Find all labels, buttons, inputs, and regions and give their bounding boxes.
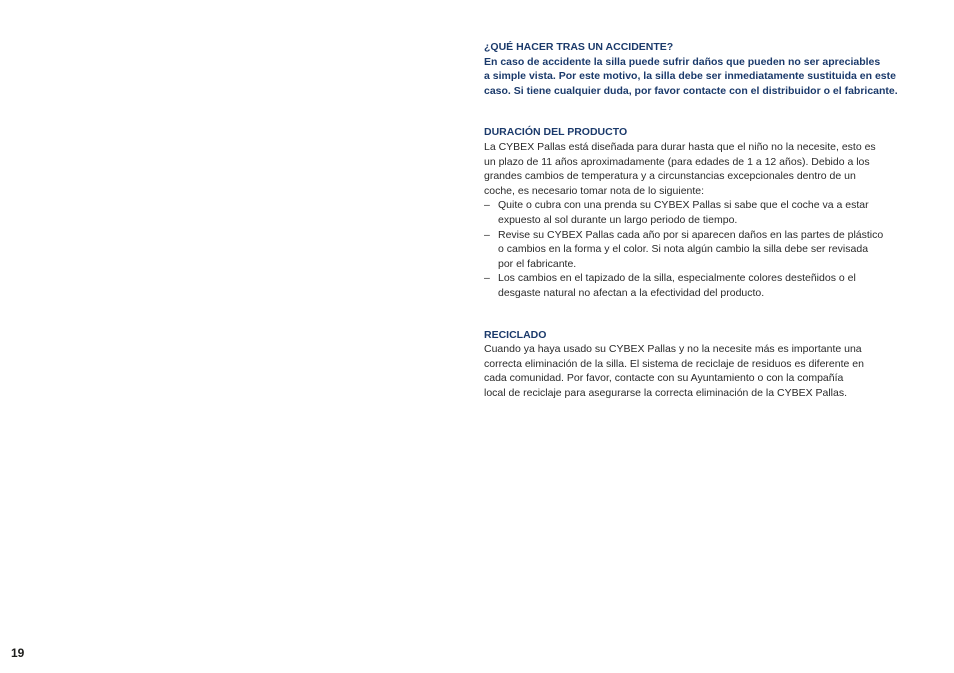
bullet-text-line: por el fabricante. bbox=[498, 257, 577, 270]
duration-bullet-item bbox=[484, 198, 924, 227]
recycling-text-line: correcta eliminación de la silla. El sistema de reciclaje de residuos es diferente en bbox=[484, 357, 864, 370]
accident-section bbox=[484, 40, 924, 98]
bullet-text-line: desgaste natural no afectan a la efectividad del producto. bbox=[498, 286, 765, 299]
accident-text-line: a simple vista. Por este motivo, la silla debe ser inmediatamente sustituida en este bbox=[484, 70, 896, 83]
recycling-section bbox=[484, 328, 924, 401]
page-number: 19 bbox=[11, 646, 25, 660]
accident-text-line: caso. Si tiene cualquier duda, por favor contacte con el distribuidor o el fabricante. bbox=[484, 84, 898, 97]
bullet-text-line: Los cambios en el tapizado de la silla, especialmente colores desteñidos o el bbox=[498, 272, 856, 285]
recycling-text-line: Cuando ya haya usado su CYBEX Pallas y no la necesite más es importante una bbox=[484, 343, 862, 356]
duration-text-line: un plazo de 11 años aproximadamente (para edades de 1 a 12 años). Debido a los bbox=[484, 155, 870, 168]
recycling-heading: RECICLADO bbox=[484, 328, 547, 341]
accident-heading: ¿QUÉ HACER TRAS UN ACCIDENTE? bbox=[484, 41, 674, 53]
section-spacer bbox=[484, 301, 924, 328]
duration-text-line: coche, es necesario tomar nota de lo siguiente: bbox=[484, 184, 705, 197]
bullet-text-line: o cambios en la forma y el color. Si nota algún cambio la silla debe ser revisada bbox=[498, 243, 869, 256]
bullet-text-line: Quite o cubra con una prenda su CYBEX Pallas si sabe que el coche va a estar bbox=[498, 199, 869, 212]
duration-bullet-item bbox=[484, 271, 924, 300]
duration-text-line: La CYBEX Pallas está diseñada para durar hasta que el niño no la necesite, esto es bbox=[484, 140, 876, 153]
content-column bbox=[484, 40, 924, 400]
recycling-text-line: local de reciclaje para asegurarse la correcta eliminación de la CYBEX Pallas. bbox=[484, 386, 848, 399]
accident-text-line: En caso de accidente la silla puede sufrir daños que pueden no ser apreciables bbox=[484, 55, 881, 68]
duration-section bbox=[484, 125, 924, 300]
duration-heading: DURACIÓN DEL PRODUCTO bbox=[484, 126, 628, 139]
bullet-text-line: Revise su CYBEX Pallas cada año por si aparecen daños en las partes de plástico bbox=[498, 228, 884, 241]
section-spacer bbox=[484, 98, 924, 125]
duration-bullet-item bbox=[484, 228, 924, 272]
bullet-dash: – bbox=[484, 199, 490, 212]
bullet-text-line: expuesto al sol durante un largo periodo de tiempo. bbox=[498, 213, 738, 226]
bullet-dash: – bbox=[484, 272, 490, 285]
bullet-dash: – bbox=[484, 228, 490, 241]
duration-text-line: grandes cambios de temperatura y a circunstancias excepcionales dentro de un bbox=[484, 170, 856, 183]
recycling-text-line: cada comunidad. Por favor, contacte con su Ayuntamiento o con la compañía bbox=[484, 372, 844, 385]
